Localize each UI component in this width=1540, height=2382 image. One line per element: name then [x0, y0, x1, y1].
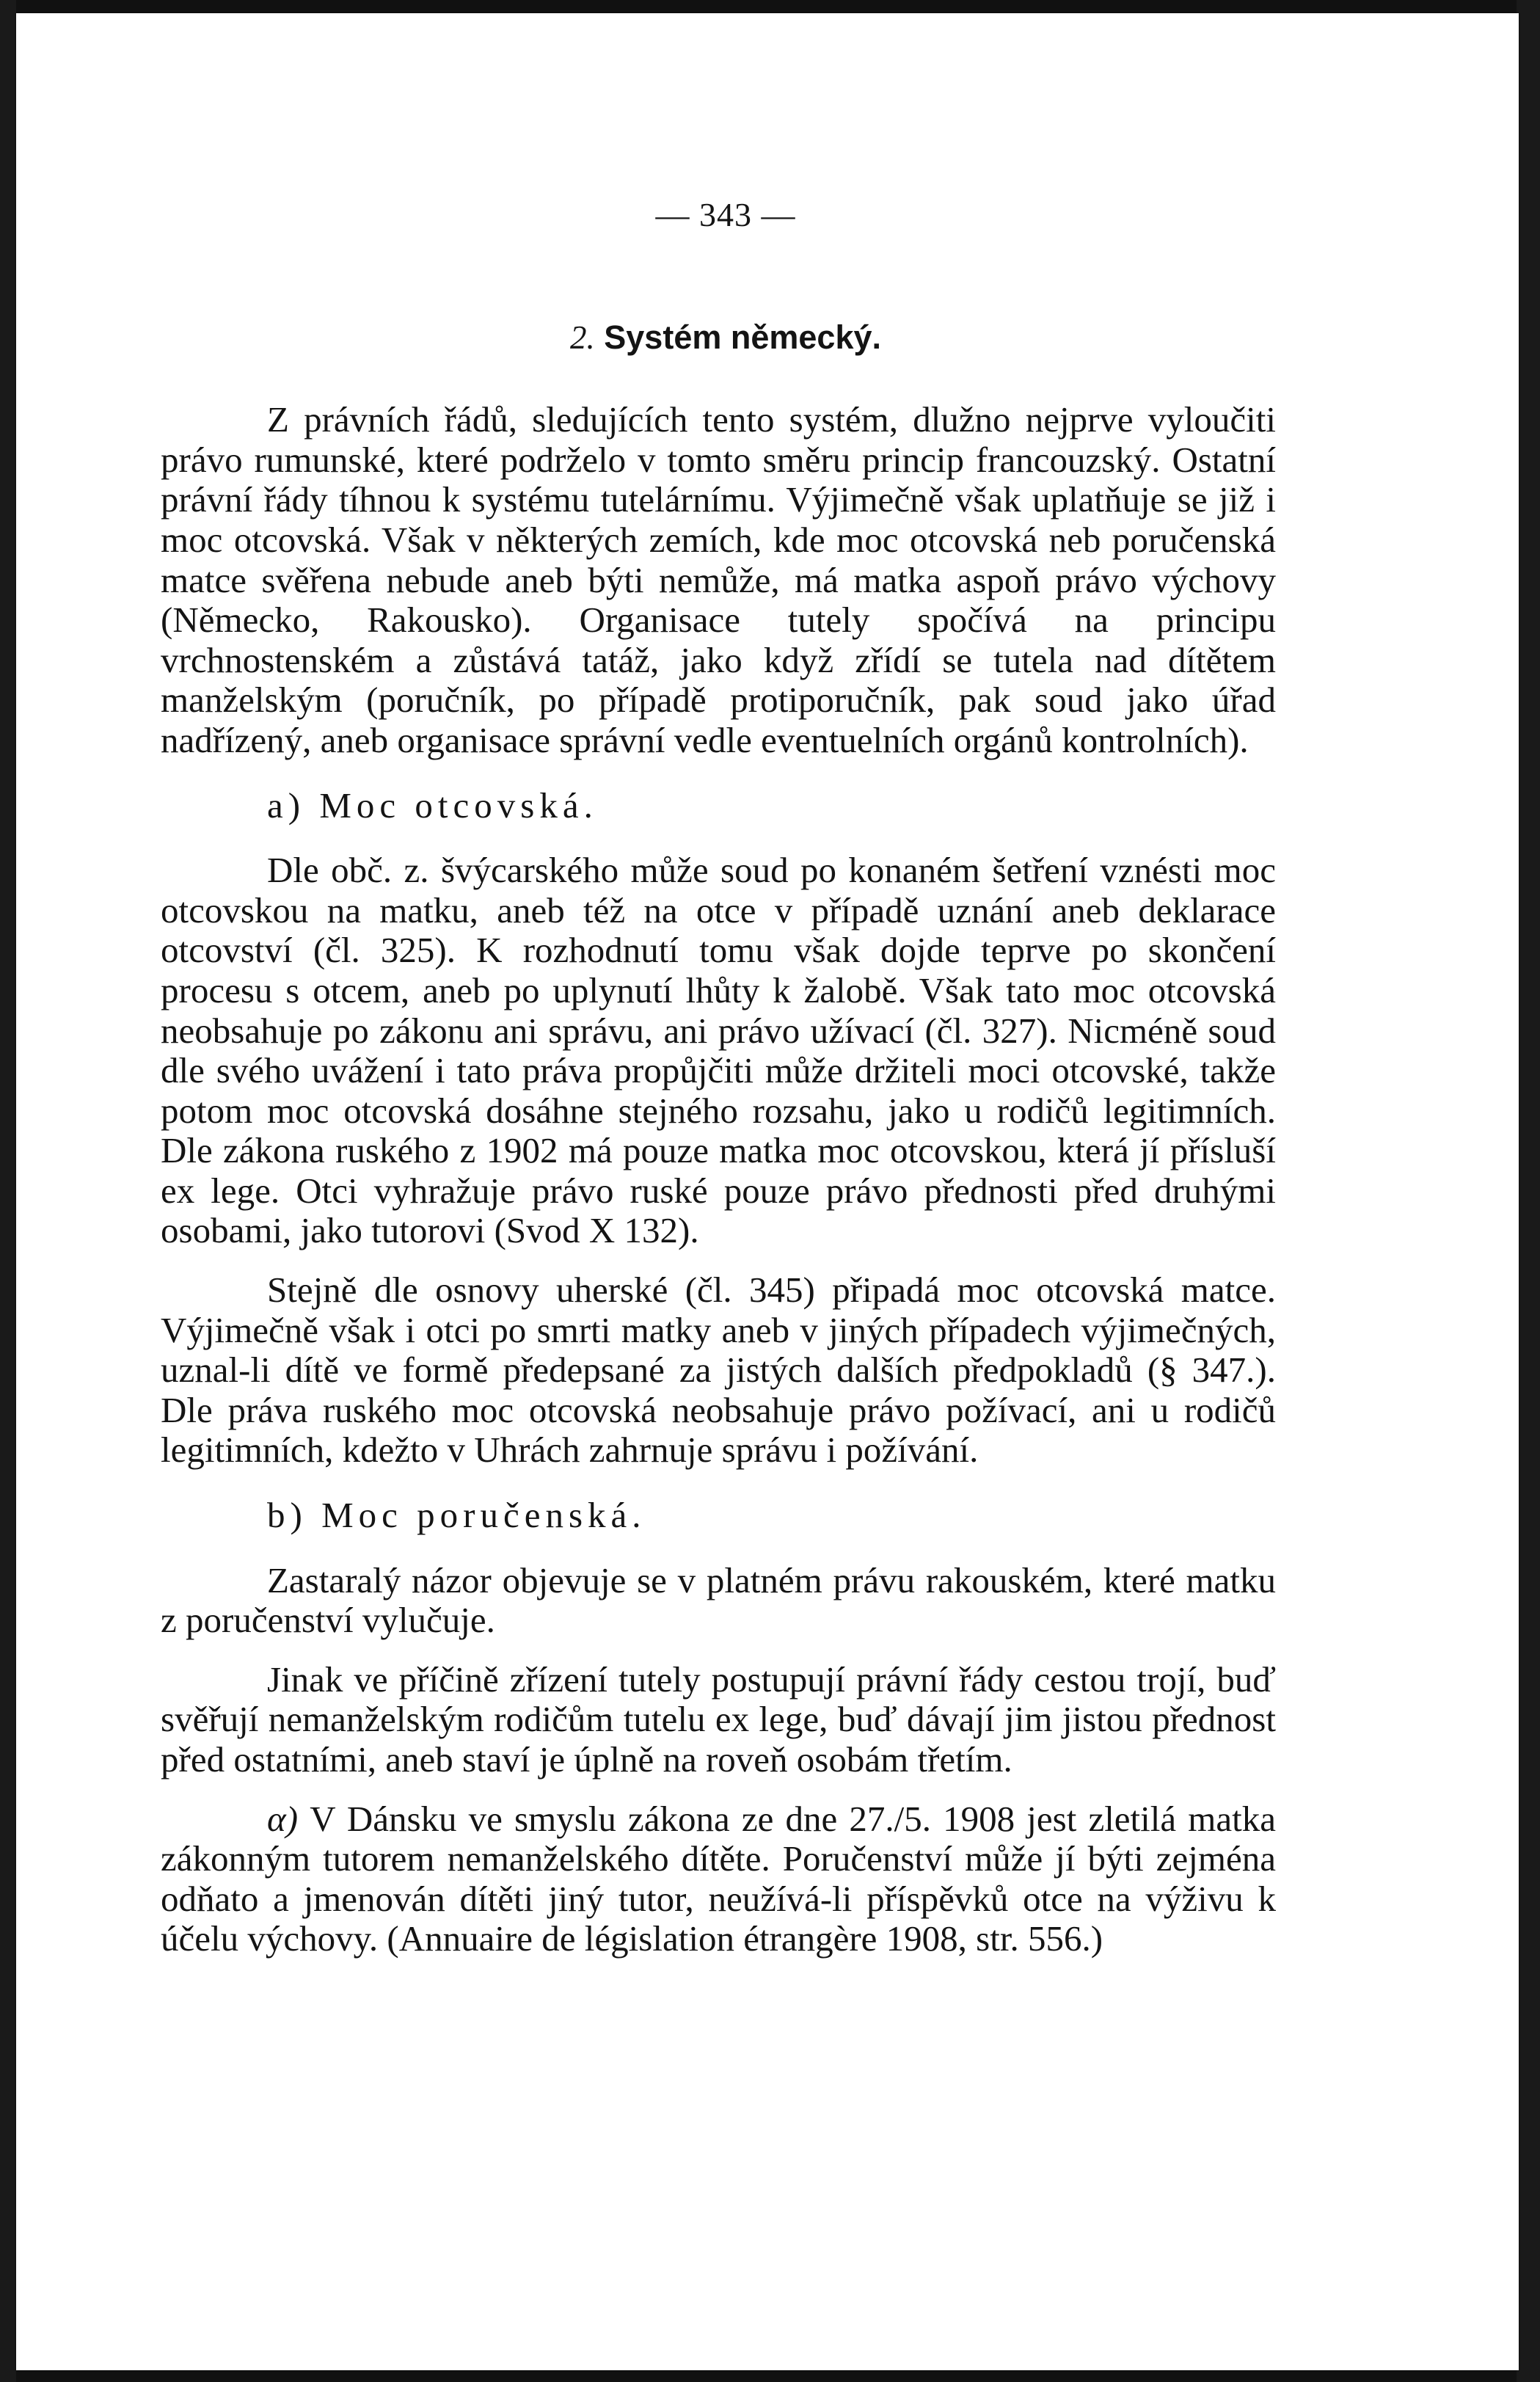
scan-border-right — [1517, 0, 1540, 2382]
page-text — [161, 195, 1276, 1959]
intro-paragraph: Z právních řádů, sledujících tento systém, dlužno nejprve vyloučiti právo rumunské, které podrželo v tomto směru princip francouzský. Ostatní právní řády tíhnou k systému tutelárnímu. Výjimečně však uplatňuje se již i moc otcovská. Však v některých zemích, kde moc otcovská neb poručenská matce svěřena nebude aneb býti nemůže, má matka aspoň právo výchovy (Německo, Rakousko). Organisace tutely spočívá na principu vrchnostenském a zůstává tatáž, jako když zřídí se tutela nad dítětem manželským (poručník, po případě protiporučník, pak soud jako úřad nadřízený, aneb organisace správní vedle eventuelních orgánů kontrolních). — [161, 399, 1276, 760]
scan-border-left — [0, 0, 16, 2382]
subsection-b-heading: b) Moc poručenská. — [267, 1495, 646, 1536]
subsection-b-paragraph-2: Jinak ve příčině zřízení tutely postupují právní řády cestou trojí, buď svěřují nemanželským rodičům tutelu ex lege, buď dávají jim jistou přednost před ostatními, aneb staví je úplně na roveň osobám třetím. — [161, 1658, 1276, 1780]
section-title: Systém německý. — [604, 318, 881, 356]
subsection-a-paragraph-2: Stejně dle osnovy uherské (čl. 345) připadá moc otcovská matce. Výjimečně však i otci po smrti matky aneb v jiných případech výjimečných, uznal-li dítě ve formě předepsané za jistých dalších předpokladů (§ 347.). Dle práva ruského moc otcovská neobsahuje právo požívací, ani u rodičů legitimních, kdežto v Uhrách zahrnuje správu i požívání. — [161, 1270, 1276, 1471]
subsection-a-heading: a) Moc otcovská. — [267, 784, 598, 826]
book-page — [16, 13, 1519, 2370]
paragraph-gap — [161, 1780, 1276, 1799]
section-heading — [161, 318, 1276, 358]
paragraph-gap — [161, 1641, 1276, 1660]
alpha-marker: α) — [267, 1798, 299, 1839]
alpha-item — [161, 1799, 1276, 1959]
subsection-a-paragraph-1: Dle obč. z. švýcarského může soud po konaném šetření vznésti moc otcovskou na matku, aneb též na otce v případě uznání aneb deklarace otcovství (čl. 325). K rozhodnutí tomu však dojde teprve po skončení procesu s otcem, aneb po uplynutí lhůty k žalobě. Však tato moc otcovská neobsahuje po zákonu ani správu, ani právo užívací (čl. 327). Nicméně soud dle svého uvážení i tato práva propůjčiti může držiteli moci otcovské, takže potom moc otcovská dosáhne stejného rozsahu, jako u rodičů legitimních. Dle zákona ruského z 1902 má pouze matka moc otcovskou, která jí přísluší ex lege. Otci vyhražuje právo ruské pouze právo přednosti před druhými osobami, jako tutorovi (Svod X 132). — [161, 850, 1276, 1251]
section-number: 2. — [570, 318, 595, 356]
subsection-b-paragraph-1: Zastaralý názor objevuje se v platném právu rakouském, které matku z poručenství vylučuje. — [161, 1559, 1276, 1641]
page-number: — 343 — — [655, 196, 796, 233]
paragraph-gap — [161, 1251, 1276, 1270]
alpha-item-text: V Dánsku ve smyslu zákona ze dne 27./5. 1908 jest zletilá matka zákonným tutorem nemanželského dítěte. Poručenství může jí býti zejména odňato a jmenován dítěti jiný tutor, neužívá-li příspěvků otce na výživu k účelu výchovy. (Annuaire de législation étrangère 1908, str. 556.) — [161, 1798, 1276, 1959]
